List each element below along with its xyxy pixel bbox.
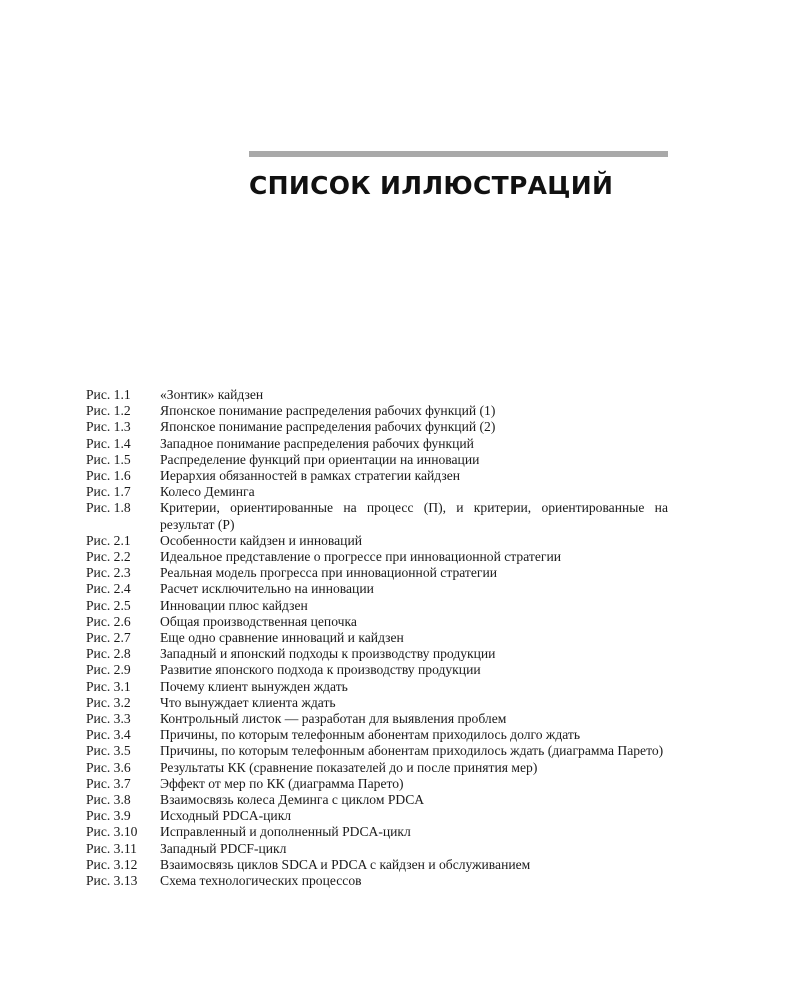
list-item [86, 662, 668, 678]
list-item [86, 679, 668, 695]
figure-caption: Результаты КК (сравнение показателей до и после принятия мер) [160, 759, 538, 775]
figure-number: Рис. 3.13 [86, 873, 138, 889]
figure-caption: Особенности кайдзен и инноваций [160, 532, 363, 548]
figure-caption: Иерархия обязанностей в рамках стратегии кайдзен [160, 468, 461, 484]
list-item [86, 792, 668, 808]
figure-number: Рис. 1.2 [86, 403, 131, 419]
figure-number: Рис. 1.5 [86, 451, 131, 467]
figure-number: Рис. 2.7 [86, 630, 131, 646]
figure-number: Рис. 1.7 [86, 484, 131, 500]
figure-caption: Взаимосвязь циклов SDCA и PDCA с кайдзен и обслуживанием [160, 856, 531, 872]
figure-number: Рис. 3.3 [86, 711, 131, 727]
figure-caption: Контрольный листок — разработан для выявления проблем [160, 711, 507, 727]
figure-caption: Еще одно сравнение инноваций и кайдзен [160, 630, 404, 646]
list-item [86, 468, 668, 484]
list-item [86, 581, 668, 597]
figure-number: Рис. 3.7 [86, 775, 131, 791]
figure-caption: Исходный PDCA-цикл [160, 808, 292, 824]
figure-number: Рис. 1.8 [86, 500, 131, 516]
figure-caption: Общая производственная цепочка [160, 613, 357, 629]
figure-caption: Западный и японский подходы к производству продукции [160, 646, 496, 662]
figure-caption: Критерии, ориентированные на процесс (П), и критерии, ориентированные на результат (Р) [160, 500, 668, 532]
list-item [86, 614, 668, 630]
list-item [86, 436, 668, 452]
figure-number: Рис. 1.6 [86, 468, 131, 484]
list-item [86, 419, 668, 435]
figure-caption: Что вынуждает клиента ждать [160, 694, 336, 710]
figure-number: Рис. 1.4 [86, 435, 131, 451]
figure-number: Рис. 3.4 [86, 727, 131, 743]
list-item [86, 776, 668, 792]
list-item [86, 484, 668, 500]
figure-number: Рис. 2.8 [86, 646, 131, 662]
list-item [86, 857, 668, 873]
figure-number: Рис. 3.2 [86, 694, 131, 710]
figure-caption: Почему клиент вынужден ждать [160, 678, 348, 694]
list-item [86, 841, 668, 857]
list-item [86, 565, 668, 581]
figure-caption: Инновации плюс кайдзен [160, 597, 308, 613]
figure-number: Рис. 2.5 [86, 597, 131, 613]
figure-caption: Реальная модель прогресса при инновационной стратегии [160, 565, 498, 581]
list-item [86, 695, 668, 711]
figure-caption: Японское понимание распределения рабочих функций (1) [160, 403, 496, 419]
figure-caption: Расчет исключительно на инновации [160, 581, 374, 597]
list-item [86, 873, 668, 889]
list-item [86, 598, 668, 614]
title-rule [249, 151, 668, 157]
figure-caption: Схема технологических процессов [160, 873, 362, 889]
list-item [86, 549, 668, 565]
list-item [86, 646, 668, 662]
figure-number: Рис. 2.2 [86, 549, 131, 565]
figure-number: Рис. 3.6 [86, 759, 131, 775]
figure-number: Рис. 2.6 [86, 613, 131, 629]
list-item [86, 387, 668, 403]
list-item [86, 711, 668, 727]
figure-caption: Причины, по которым телефонным абонентам приходилось ждать (диаграмма Парето) [160, 743, 664, 759]
list-item [86, 808, 668, 824]
list-item [86, 743, 668, 759]
figure-number: Рис. 2.3 [86, 565, 131, 581]
page-title: СПИСОК ИЛЛЮСТРАЦИЙ [249, 171, 614, 200]
figure-caption: Японское понимание распределения рабочих функций (2) [160, 419, 496, 435]
figure-number: Рис. 3.5 [86, 743, 131, 759]
figure-caption: Причины, по которым телефонным абонентам приходилось долго ждать [160, 727, 581, 743]
illustrations-list [86, 387, 668, 889]
list-item [86, 824, 668, 840]
figure-caption: Распределение функций при ориентации на инновации [160, 451, 480, 467]
list-item [86, 452, 668, 468]
list-item [86, 760, 668, 776]
list-item [86, 727, 668, 743]
figure-number: Рис. 2.4 [86, 581, 131, 597]
figure-caption: Взаимосвязь колеса Деминга с циклом PDCA [160, 792, 425, 808]
figure-number: Рис. 2.1 [86, 532, 131, 548]
figure-number: Рис. 3.10 [86, 824, 138, 840]
figure-caption: «Зонтик» кайдзен [160, 387, 264, 402]
figure-caption: Колесо Деминга [160, 484, 255, 500]
figure-number: Рис. 3.11 [86, 840, 137, 856]
list-item [86, 630, 668, 646]
figure-caption: Развитие японского подхода к производству продукции [160, 662, 481, 678]
figure-number: Рис. 3.8 [86, 792, 131, 808]
figure-number: Рис. 3.9 [86, 808, 131, 824]
figure-caption: Западное понимание распределения рабочих функций [160, 435, 474, 451]
figure-caption: Исправленный и дополненный PDCA-цикл [160, 824, 411, 840]
figure-number: Рис. 3.12 [86, 856, 138, 872]
figure-number: Рис. 1.1 [86, 387, 131, 402]
figure-caption: Западный PDCF-цикл [160, 840, 287, 856]
figure-number: Рис. 3.1 [86, 678, 131, 694]
figure-caption: Эффект от мер по КК (диаграмма Парето) [160, 775, 404, 791]
figure-number: Рис. 2.9 [86, 662, 131, 678]
figure-caption: Идеальное представление о прогрессе при инновационной стратегии [160, 549, 561, 565]
list-item [86, 403, 668, 419]
list-item [86, 533, 668, 549]
figure-number: Рис. 1.3 [86, 419, 131, 435]
list-item [86, 500, 668, 532]
